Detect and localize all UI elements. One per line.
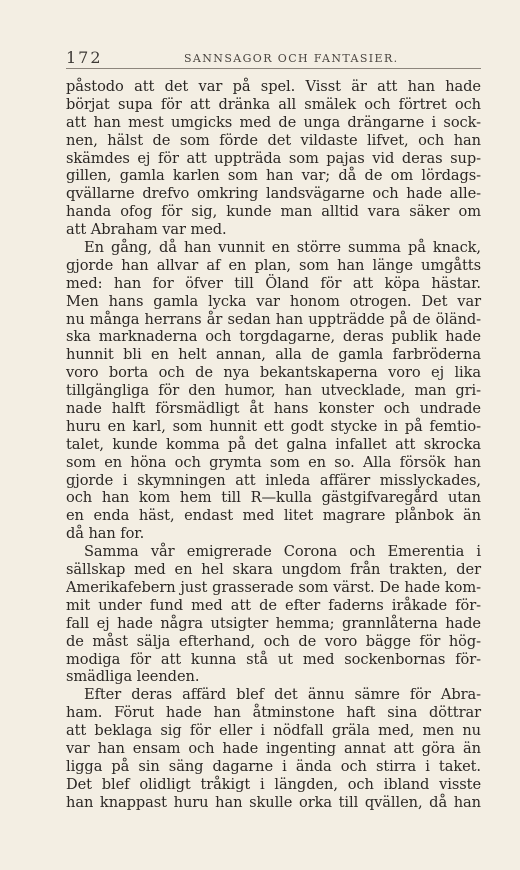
text-line: nen, hälst de som förde det vildaste lifvet, och han bbox=[66, 131, 481, 149]
text-line: nu många herrans år sedan han uppträdde på de öländ- bbox=[66, 310, 481, 328]
text-line: fall ej hade några utsigter hemma; grannlåterna hade bbox=[66, 614, 481, 632]
text-line: ligga på sin säng dagarne i ända och stirra i taket. bbox=[66, 757, 481, 775]
text-line: hunnit bli en helt annan, alla de gamla farbröderna bbox=[66, 346, 481, 364]
text-line: att han mest umgicks med de unga drängarne i sock- bbox=[66, 113, 481, 131]
text-line: ham. Förut hade han åtminstone haft sina döttrar bbox=[66, 704, 481, 722]
text-line: mit under fund med att de efter faderns iråkade för- bbox=[66, 596, 481, 614]
text-line: En gång, då han vunnit en större summa på knack, bbox=[84, 239, 481, 257]
text-line: att Abraham var med. bbox=[66, 221, 227, 239]
text-line: börjat supa för att dränka all smälek och förtret och bbox=[66, 95, 481, 113]
text-line: huru en karl, som hunnit ett godt stycke in på femtio- bbox=[66, 417, 481, 435]
text-line: han knappast huru han skulle orka till qvällen, då han bbox=[66, 793, 481, 811]
running-title: SANNSAGOR OCH FANTASIER. bbox=[184, 52, 399, 65]
text-line: att beklaga sig för eller i nödfall gräla med, men nu bbox=[66, 722, 481, 740]
text-line: var han ensam och hade ingenting annat att göra än bbox=[66, 739, 481, 757]
text-line: Det blef olidligt tråkigt i längden, och ibland visste bbox=[66, 775, 481, 793]
text-line: Efter deras affärd blef det ännu sämre för Abra- bbox=[84, 686, 481, 704]
text-line: ska marknaderna och torgdagarne, deras publik hade bbox=[66, 328, 481, 346]
page-number: 172 bbox=[66, 48, 103, 67]
text-line: Men hans gamla lycka var honom otrogen. Det var bbox=[66, 292, 481, 310]
text-line: tillgängliga för den humor, han utvecklade, man gri- bbox=[66, 382, 481, 400]
text-line: skämdes ej för att uppträda som pajas vid deras sup- bbox=[66, 149, 481, 167]
text-line: qvällarne drefvo omkring landsvägarne och hade alle- bbox=[66, 185, 481, 203]
text-line: talet, kunde komma på det galna infallet att skrocka bbox=[66, 435, 481, 453]
body-text bbox=[66, 78, 481, 812]
text-line: sällskap med en hel skara ungdom från trakten, der bbox=[66, 561, 481, 579]
text-line: gillen, gamla karlen som han var; då de om lördags- bbox=[66, 167, 481, 185]
text-line: modiga för att kunna stå ut med sockenbornas för- bbox=[66, 650, 481, 668]
text-line: voro borta och de nya bekantskaperna voro ej lika bbox=[66, 364, 481, 382]
text-line: Amerikafebern just grasserade som värst. De hade kom- bbox=[66, 578, 481, 596]
text-line: och han kom hem till R—kulla gästgifvaregård utan bbox=[66, 489, 481, 507]
text-line: då han for. bbox=[66, 525, 145, 543]
text-line: som en höna och grymta som en so. Alla försök han bbox=[66, 453, 481, 471]
text-line: påstodo att det var på spel. Visst är att han hade bbox=[66, 78, 481, 95]
text-line: de måst sälja efterhand, och de voro bägge för hög- bbox=[66, 632, 481, 650]
text-line: gjorde i skymningen att inleda affärer misslyckades, bbox=[66, 471, 481, 489]
page-header bbox=[66, 44, 481, 69]
text-line: med: han for öfver till Öland för att köpa hästar. bbox=[66, 274, 481, 292]
text-line: Samma vår emigrerade Corona och Emerentia i bbox=[84, 543, 481, 561]
text-line: nade halft försmädligt åt hans konster och undrade bbox=[66, 400, 481, 418]
text-line: gjorde han allvar af en plan, som han länge umgåtts bbox=[66, 256, 481, 274]
text-line: en enda häst, endast med litet magrare plånbok än bbox=[66, 507, 481, 525]
text-line: handa ofog för sig, kunde man alltid vara säker om bbox=[66, 203, 481, 221]
text-line: smädliga leenden. bbox=[66, 668, 200, 686]
